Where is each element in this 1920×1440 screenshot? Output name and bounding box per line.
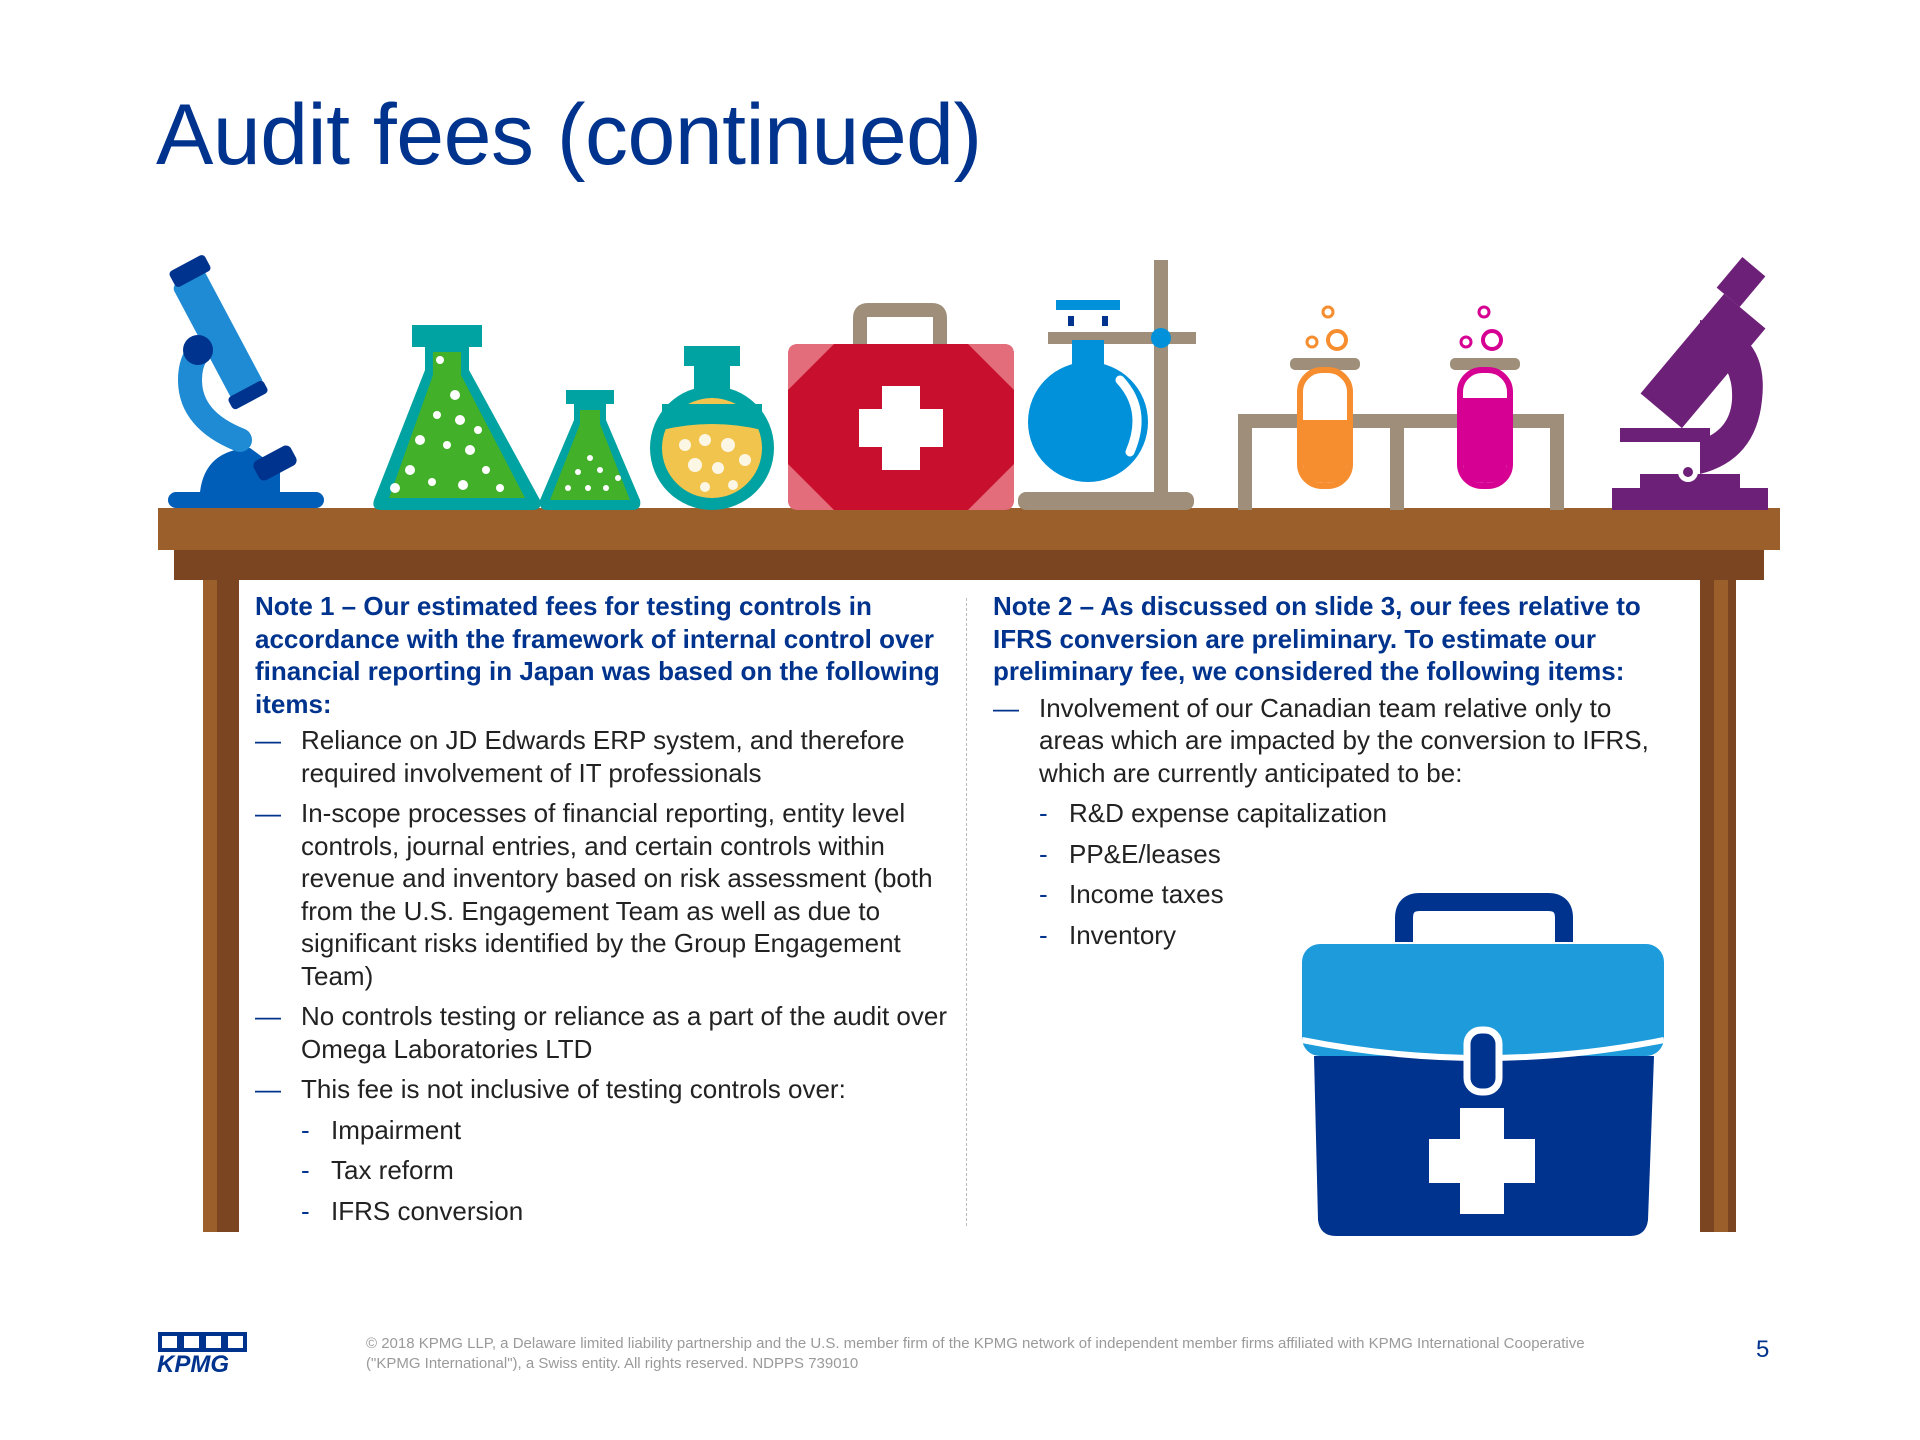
sub-bullet-dash: - <box>1039 919 1048 950</box>
sub-list-item: - Impairment <box>301 1114 462 1145</box>
logo-text: KPMG <box>157 1351 229 1376</box>
sub-list-item: - Tax reform <box>301 1155 454 1185</box>
round-flask-orange-icon <box>650 346 774 510</box>
sub-list-item: - PP&E/leases <box>1039 838 1221 869</box>
kpmg-logo <box>156 1332 252 1376</box>
note-2-heading: Note 2 – As discussed on slide 3, our fees relative to IFRS conversion are preliminary. To estimate our preliminary fee, we considered the following items: <box>993 591 1641 686</box>
sub-bullet-dash: - <box>1039 879 1048 909</box>
note-2-section <box>993 590 1673 951</box>
sub-bullet-dash: - <box>1039 798 1048 828</box>
sub-list-item: - Income taxes <box>1039 879 1224 909</box>
sub-list-item: - R&D expense capitalization <box>1039 798 1387 828</box>
sub-bullet-dash: - <box>301 1155 310 1185</box>
first-aid-kit-red-icon <box>788 310 1014 510</box>
bullet-dash: — <box>993 692 1019 723</box>
list-item: — In-scope processes of financial reporting, entity level controls, journal entries, and certain controls within revenue and inventory based on risk assessment (both from the U.S. Engagement Team as well as due to significant risks identified by the Group Engagement Team) <box>255 798 933 991</box>
list-item: — This fee is not inclusive of testing controls over: <box>255 1074 846 1104</box>
sub-bullet-dash: - <box>301 1195 310 1226</box>
sub-bullet-dash: - <box>1039 838 1048 869</box>
bullet-dash: — <box>255 725 281 755</box>
flask-green-icon <box>373 325 540 510</box>
round-flask-stand-icon <box>1018 260 1196 510</box>
page-number: 5 <box>1756 1336 1770 1363</box>
medical-case-blue-icon <box>1302 902 1664 1236</box>
microscope-purple-icon <box>1612 257 1768 510</box>
note-1-list <box>255 724 955 1227</box>
list-item: — Reliance on JD Edwards ERP system, and therefore required involvement of IT professionals <box>255 725 905 788</box>
note-1-section <box>255 590 955 1227</box>
bullet-dash: — <box>255 798 281 828</box>
sub-list-item: - Inventory <box>1039 919 1176 950</box>
list-item: — No controls testing or reliance as a part of the audit over Omega Laboratories LTD <box>255 1001 948 1064</box>
sub-bullet-dash: - <box>301 1114 310 1145</box>
note-2-list <box>993 692 1673 952</box>
bullet-dash: — <box>255 1001 281 1031</box>
small-flask-green-icon <box>540 390 641 510</box>
page-title: Audit fees (continued) <box>156 87 982 183</box>
note-1-heading: Note 1 – Our estimated fees for testing controls in accordance with the framework of internal control over financial reporting in Japan was based on the following items: <box>255 591 940 719</box>
bullet-dash: — <box>255 1074 281 1104</box>
column-divider <box>966 598 967 1226</box>
microscope-blue-icon <box>168 254 324 508</box>
sub-list-item: - IFRS conversion <box>301 1195 524 1226</box>
copyright-text: © 2018 KPMG LLP, a Delaware limited liability partnership and the U.S. member firm of the KPMG network of independent member firms affiliated with KPMG International Cooperative ("KPMG International"), a Swiss entity. All rights reserved. NDPPS 739010 <box>366 1335 1585 1372</box>
test-tube-rack-icon <box>1238 307 1564 510</box>
list-item: — Involvement of our Canadian team relative only to areas which are impacted by the conversion to IFRS, which are currently anticipated to be: <box>993 692 1649 788</box>
